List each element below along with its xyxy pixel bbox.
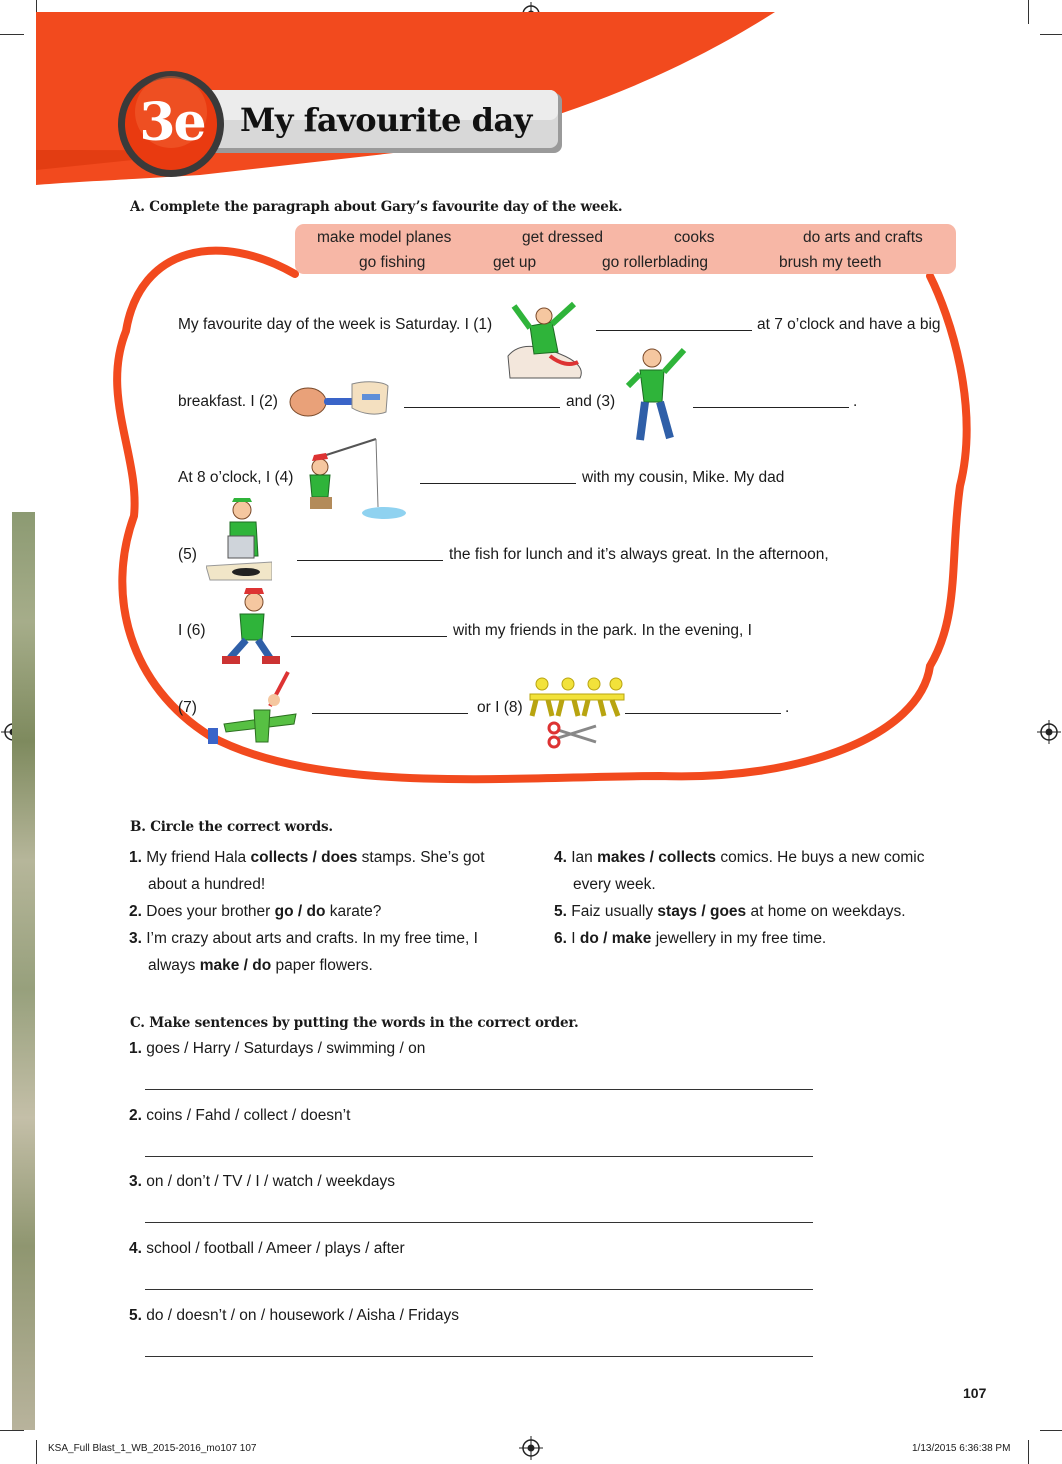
option-word[interactable]: stays <box>657 903 698 920</box>
option-word[interactable]: collects <box>250 849 309 866</box>
option-word[interactable]: makes <box>597 849 646 866</box>
paragraph-text: with my cousin, Mike. My dad <box>582 469 785 486</box>
option-word[interactable]: goes <box>709 903 747 920</box>
word-bank-item: go fishing <box>359 254 426 271</box>
paragraph-text: At 8 o’clock, I (4) <box>178 469 294 486</box>
list-item: 1. goes / Harry / Saturdays / swimming / on <box>129 1040 426 1057</box>
section-c-instruction: C. Make sentences by putting the words in the correct order. <box>130 1015 579 1031</box>
section-b-column-right: 4. Ian makes / collects comics. He buys a new comic every week. 5. Faiz usually stays / goes at home on weekdays. 6. I do / make jewellery in my free time. <box>554 844 974 952</box>
section-b-column-left: 1. My friend Hala collects / does stamps. She’s got about a hundred! 2. Does your brother go / do karate? 3. I’m crazy about arts and crafts. In my free time, I always make / do paper flowers. <box>129 844 529 979</box>
option-word[interactable]: collects <box>658 849 717 866</box>
word-bank-item: make model planes <box>317 229 452 246</box>
page-title: My favourite day <box>240 101 532 139</box>
answer-blank-3[interactable] <box>693 393 849 408</box>
word-bank-item: get dressed <box>522 229 603 246</box>
answer-line-3[interactable] <box>145 1222 813 1223</box>
answer-line-5[interactable] <box>145 1356 813 1357</box>
answer-blank-7[interactable] <box>312 699 468 714</box>
arts-crafts-illustration-icon <box>528 672 626 758</box>
answer-blank-2[interactable] <box>404 393 560 408</box>
list-item: 4. Ian makes / collects comics. He buys a new comic <box>554 849 925 866</box>
paragraph-text: (7) <box>178 699 197 716</box>
go-rollerblading-illustration-icon <box>216 588 284 670</box>
registration-mark-icon <box>1037 720 1061 744</box>
word-bank-item: get up <box>493 254 537 271</box>
side-photo-strip <box>12 512 35 1430</box>
paragraph-text: (5) <box>178 546 197 563</box>
paragraph-text: I (6) <box>178 622 206 639</box>
registration-mark-icon <box>519 1436 543 1460</box>
section-a-instruction: A. Complete the paragraph about Gary’s favourite day of the week. <box>130 199 623 215</box>
list-item: 1. My friend Hala collects / does stamps. She’s got <box>129 849 485 866</box>
page-number: 107 <box>963 1385 987 1401</box>
list-item: 5. do / doesn’t / on / housework / Aisha / Fridays <box>129 1307 459 1324</box>
list-item: 2. coins / Fahd / collect / doesn’t <box>129 1107 351 1124</box>
option-word[interactable]: go <box>274 903 294 920</box>
option-word[interactable]: do <box>579 930 599 947</box>
paragraph-text: and (3) <box>566 393 616 410</box>
answer-line-2[interactable] <box>145 1156 813 1157</box>
list-item: 3. on / don’t / TV / I / watch / weekdays <box>129 1173 395 1190</box>
option-word[interactable]: do <box>252 957 272 974</box>
paragraph-text: the fish for lunch and it’s always great. In the afternoon, <box>449 546 829 563</box>
paragraph-text: . <box>785 699 790 716</box>
go-fishing-illustration-icon <box>300 437 412 525</box>
answer-line-4[interactable] <box>145 1289 813 1290</box>
paragraph-text: or I (8) <box>477 699 523 716</box>
list-item: 5. Faiz usually stays / goes at home on weekdays. <box>554 903 906 920</box>
answer-blank-8[interactable] <box>625 699 781 714</box>
get-dressed-illustration-icon <box>618 340 692 446</box>
print-slug-left: KSA_Full Blast_1_WB_2015-2016_mo107 107 <box>48 1443 257 1454</box>
model-plane-illustration-icon <box>204 670 300 750</box>
list-item: 6. I do / make jewellery in my free time. <box>554 930 827 947</box>
word-bank-item: go rollerblading <box>602 254 708 271</box>
paragraph-text: . <box>853 393 858 410</box>
paragraph-text: breakfast. I (2) <box>178 393 278 410</box>
unit-badge: 3e <box>139 92 205 153</box>
list-item: 4. school / football / Ameer / plays / after <box>129 1240 405 1257</box>
word-bank-item: brush my teeth <box>779 254 882 271</box>
list-item: 2. Does your brother go / do karate? <box>129 903 382 920</box>
brush-teeth-illustration-icon <box>288 376 392 422</box>
crop-mark <box>36 1440 37 1464</box>
list-item: 3. I’m crazy about arts and crafts. In my free time, I <box>129 930 478 947</box>
paragraph-text: at 7 o’clock and have a big <box>757 316 941 333</box>
word-bank-item: cooks <box>674 229 715 246</box>
section-b-instruction: B. Circle the correct words. <box>130 819 333 835</box>
option-word[interactable]: do <box>306 903 326 920</box>
crop-mark <box>1040 1430 1062 1431</box>
crop-mark <box>0 1430 24 1431</box>
paragraph-text: My favourite day of the week is Saturday. I (1) <box>178 316 493 333</box>
word-bank-item: do arts and crafts <box>803 229 923 246</box>
option-word[interactable]: does <box>321 849 358 866</box>
answer-blank-5[interactable] <box>297 546 443 561</box>
crop-mark <box>1028 1440 1029 1464</box>
get-up-illustration-icon <box>500 296 592 382</box>
answer-blank-6[interactable] <box>291 622 447 637</box>
answer-line-1[interactable] <box>145 1089 813 1090</box>
cooks-illustration-icon <box>206 496 272 582</box>
print-slug-right: 1/13/2015 6:36:38 PM <box>912 1443 1011 1454</box>
paragraph-text: with my friends in the park. In the evening, I <box>453 622 752 639</box>
answer-blank-1[interactable] <box>596 316 752 331</box>
option-word[interactable]: make <box>199 957 240 974</box>
word-bank <box>295 224 956 274</box>
option-word[interactable]: make <box>611 930 652 947</box>
answer-blank-4[interactable] <box>420 469 576 484</box>
